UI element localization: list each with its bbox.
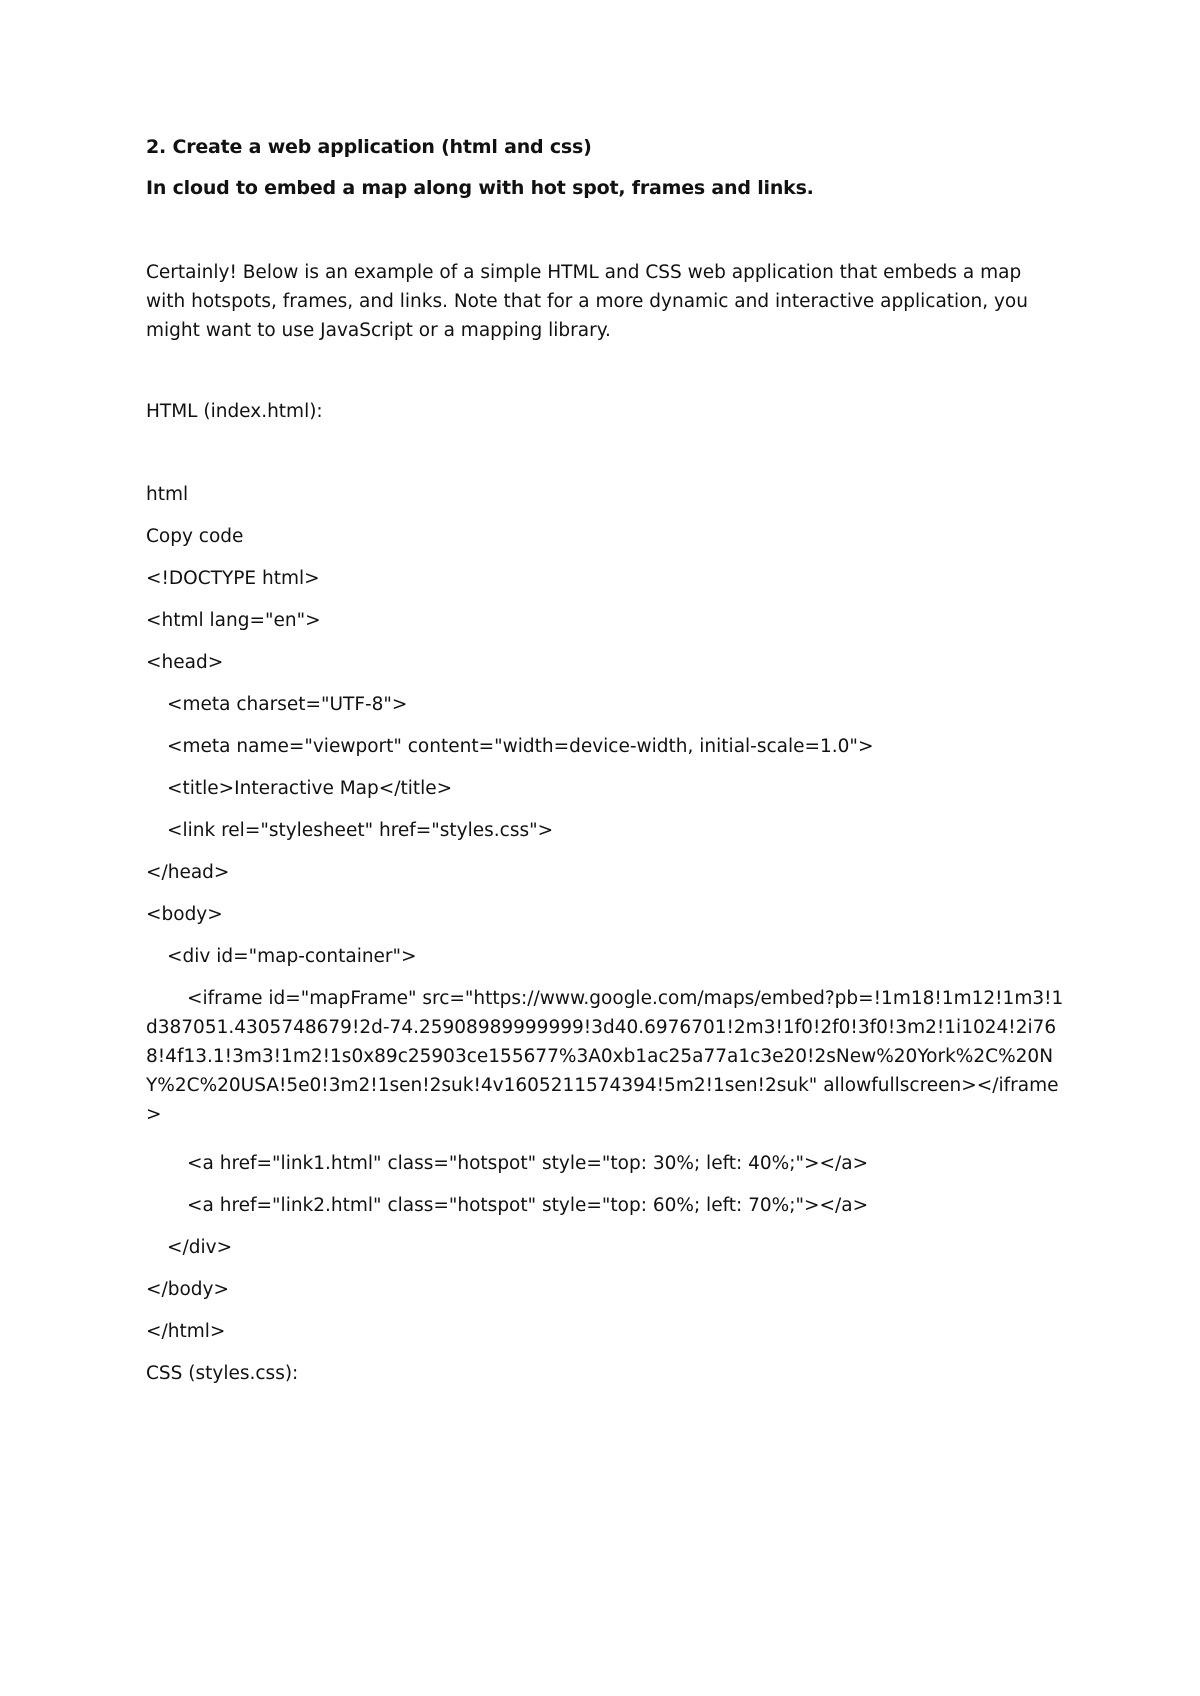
- task-subheading: In cloud to embed a map along with hot spot, frames and links.: [146, 177, 814, 199]
- code-line-div-open: <div id="map-container">: [167, 946, 417, 967]
- code-line-head-close: </head>: [146, 862, 230, 883]
- code-line-body-close: </body>: [146, 1279, 229, 1300]
- code-line-meta-viewport: <meta name="viewport" content="width=device-width, initial-scale=1.0">: [167, 736, 874, 757]
- html-section-label: HTML (index.html):: [146, 401, 323, 422]
- code-line-title: <title>Interactive Map</title>: [167, 778, 453, 799]
- code-line-hotspot-2: <a href="link2.html" class="hotspot" style="top: 60%; left: 70%;"></a>: [187, 1195, 869, 1216]
- code-line-iframe: <iframe id="mapFrame" src="https://www.google.com/maps/embed?pb=!1m18!1m12!1m3!1d387051.4305748679!2d-74.25908989999999!3d40.6976701!2m3!1f0!2f0!3f0!3m2!1i1024!2i768!4f13.1!3m3!1m2!1s0x89c25903ce155677%3A0xb1ac25a77a1c3e20!2sNew%20York%2C%20NY%2C%20USA!5e0!3m2!1sen!2suk!4v1605211574394!5m2!1sen!2suk" allowfullscreen></iframe>: [146, 988, 1064, 1125]
- code-line-div-close: </div>: [167, 1237, 233, 1258]
- code-line-doctype: <!DOCTYPE html>: [146, 568, 320, 589]
- code-language-label: html: [146, 484, 189, 505]
- code-line-html-open: <html lang="en">: [146, 610, 321, 631]
- code-line-head-open: <head>: [146, 652, 224, 673]
- css-section-label: CSS (styles.css):: [146, 1363, 299, 1384]
- code-line-hotspot-1: <a href="link1.html" class="hotspot" style="top: 30%; left: 40%;"></a>: [187, 1153, 869, 1174]
- intro-paragraph: Certainly! Below is an example of a simple HTML and CSS web application that embeds a map with hotspots, frames, and links. Note that for a more dynamic and interactive application, you might want to use JavaScript or a mapping library.: [146, 262, 1028, 341]
- code-line-html-close: </html>: [146, 1321, 226, 1342]
- code-line-meta-charset: <meta charset="UTF-8">: [167, 694, 408, 715]
- task-heading: 2. Create a web application (html and css): [146, 136, 592, 158]
- code-line-body-open: <body>: [146, 904, 223, 925]
- copy-code-button[interactable]: Copy code: [146, 526, 244, 547]
- code-line-link: <link rel="stylesheet" href="styles.css">: [167, 820, 554, 841]
